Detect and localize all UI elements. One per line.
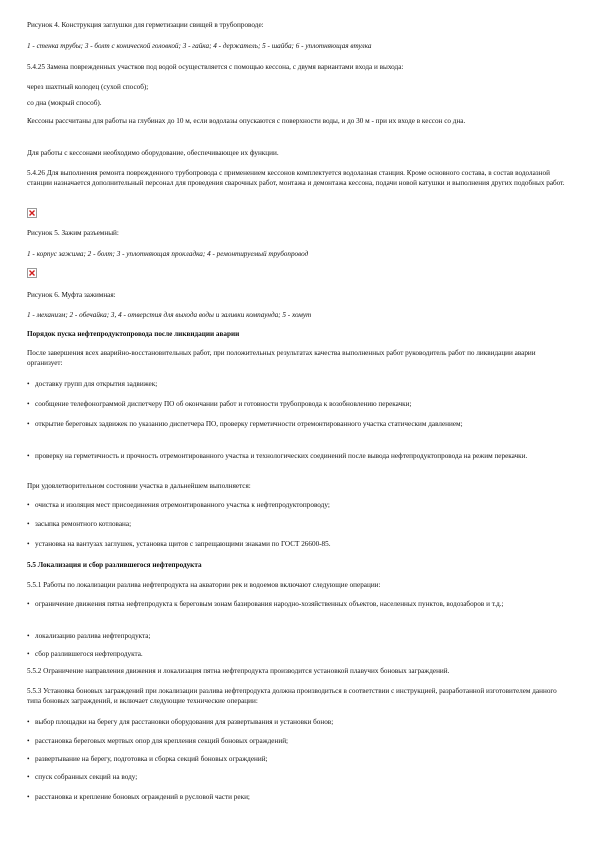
figure-4-legend: 1 - стенка трубы; 3 - болт с конической головкой; 3 - гайка; 4 - держатель; 5 - шайба; 6 - уплотняющая втулка <box>27 42 372 50</box>
paragraph-5-4-26: 5.4.26 Для выполнения ремонта поврежденного трубопровода с применением кессонов комплектуется водолазная станция. Кроме основного состава, в состав водолазной станции назначается дополнительный персонал для проведения сварочных работ, монтажа и демонтажа кессона, подачи новой катушки и выполнения других подобных работ. <box>27 169 565 188</box>
launch-heading: Порядок пуска нефтепродуктопровода после ликвидации аварии <box>27 330 240 338</box>
section-5-5-heading: 5.5 Локализация и сбор разлившегося нефтепродукта <box>27 561 202 569</box>
list-item: • доставку групп для открытия задвижек; <box>27 379 565 389</box>
list-item: • установка на вантузах заглушек, установка щитов с запрещающими знаками по ГОСТ 26600-85. <box>27 539 565 549</box>
list-item: • расстановка береговых мертвых опор для крепления секций боновых ограждений; <box>27 736 565 746</box>
paragraph-5-5-1: 5.5.1 Работы по локализации разлива нефтепродукта на акватории рек и водоемов включают следующие операции: <box>27 581 381 589</box>
figure-4-caption: Рисунок 4. Конструкция заглушки для герметизации свищей в трубопроводе: <box>27 21 264 29</box>
paragraph-after-repair: После завершения всех аварийно-восстановительных работ, при положительных результатах качества выполненных работ руководитель работ по ликвидации аварии организует: <box>27 349 536 368</box>
figure-6-legend: 1 - механизм; 2 - обечайка; 3, 4 - отверстия для выхода воды и заливки компаунда; 5 - хомут <box>27 311 312 319</box>
paragraph-satisfactory: При удовлетворительном состоянии участка в дальнейшем выполняется: <box>27 482 251 490</box>
list-item: • засыпка ремонтного котлована; <box>27 519 565 529</box>
paragraph-dry-method: через шахтный колодец (сухой способ); <box>27 83 149 91</box>
list-item: • выбор площадки на берегу для расстановки оборудования для развертывания и установки бонов; <box>27 717 565 727</box>
list-item: • проверку на герметичность и прочность отремонтированного участка и технологических соединений после вывода нефтепродуктопровода на режим перекачки. <box>27 451 565 461</box>
list-item: • сбор разлившегося нефтепродукта. <box>27 649 565 659</box>
paragraph-5-4-25: 5.4.25 Замена поврежденных участков под водой осуществляется с помощью кессона, с двумя вариантами входа и выхода: <box>27 63 404 71</box>
broken-image-icon <box>27 208 37 218</box>
list-item: • ограничение движения пятна нефтепродукта к береговым зонам базирования народно-хозяйственных объектов, населенных пунктов, водозаборов и т.д.; <box>27 599 565 609</box>
figure-5-legend: 1 - корпус зажима; 2 - болт; 3 - уплотняющая прокладка; 4 - ремонтируемый трубопровод <box>27 250 309 258</box>
list-item: • развертывание на берегу, подготовка и сборка секций боновых ограждений; <box>27 754 565 764</box>
list-item: • спуск собранных секций на воду; <box>27 772 565 782</box>
list-item: • локализацию разлива нефтепродукта; <box>27 631 565 641</box>
paragraph-caissons: Кессоны рассчитаны для работы на глубинах до 10 м, если водолазы опускаются с поверхности воды, и до 30 м - при их входе в кессон со дна. <box>27 117 466 125</box>
broken-image-icon <box>27 268 37 278</box>
paragraph-equipment: Для работы с кессонами необходимо оборудование, обеспечивающее их функции. <box>27 149 279 157</box>
figure-6-caption: Рисунок 6. Муфта зажимная: <box>27 291 116 299</box>
list-item: • открытие береговых задвижек по указанию диспетчера ПО, проверку герметичности отремонтированного участка статическим давлением; <box>27 419 565 429</box>
list-item: • расстановка и крепление боновых ограждений в русловой части реки; <box>27 792 565 802</box>
paragraph-5-5-2: 5.5.2 Ограничение направления движения и локализация пятна нефтепродукта производится установкой плавучих боновых заграждений. <box>27 667 450 675</box>
figure-5-caption: Рисунок 5. Зажим разъемный: <box>27 229 119 237</box>
paragraph-5-5-3: 5.5.3 Установка боновых заграждений при локализации разлива нефтепродукта должна производиться в соответствии с инструкцией, разработанной изготовителем данного типа боновых заграждений, и включает следующие технические операции: <box>27 687 557 706</box>
list-item: • очистка и изоляция мест присоединения отремонтированного участка к нефтепродуктопроводу; <box>27 500 565 510</box>
paragraph-wet-method: со дна (мокрый способ). <box>27 99 102 107</box>
list-item: • сообщение телефонограммой диспетчеру ПО об окончании работ и готовности трубопровода к возобновлению перекачки; <box>27 399 565 409</box>
